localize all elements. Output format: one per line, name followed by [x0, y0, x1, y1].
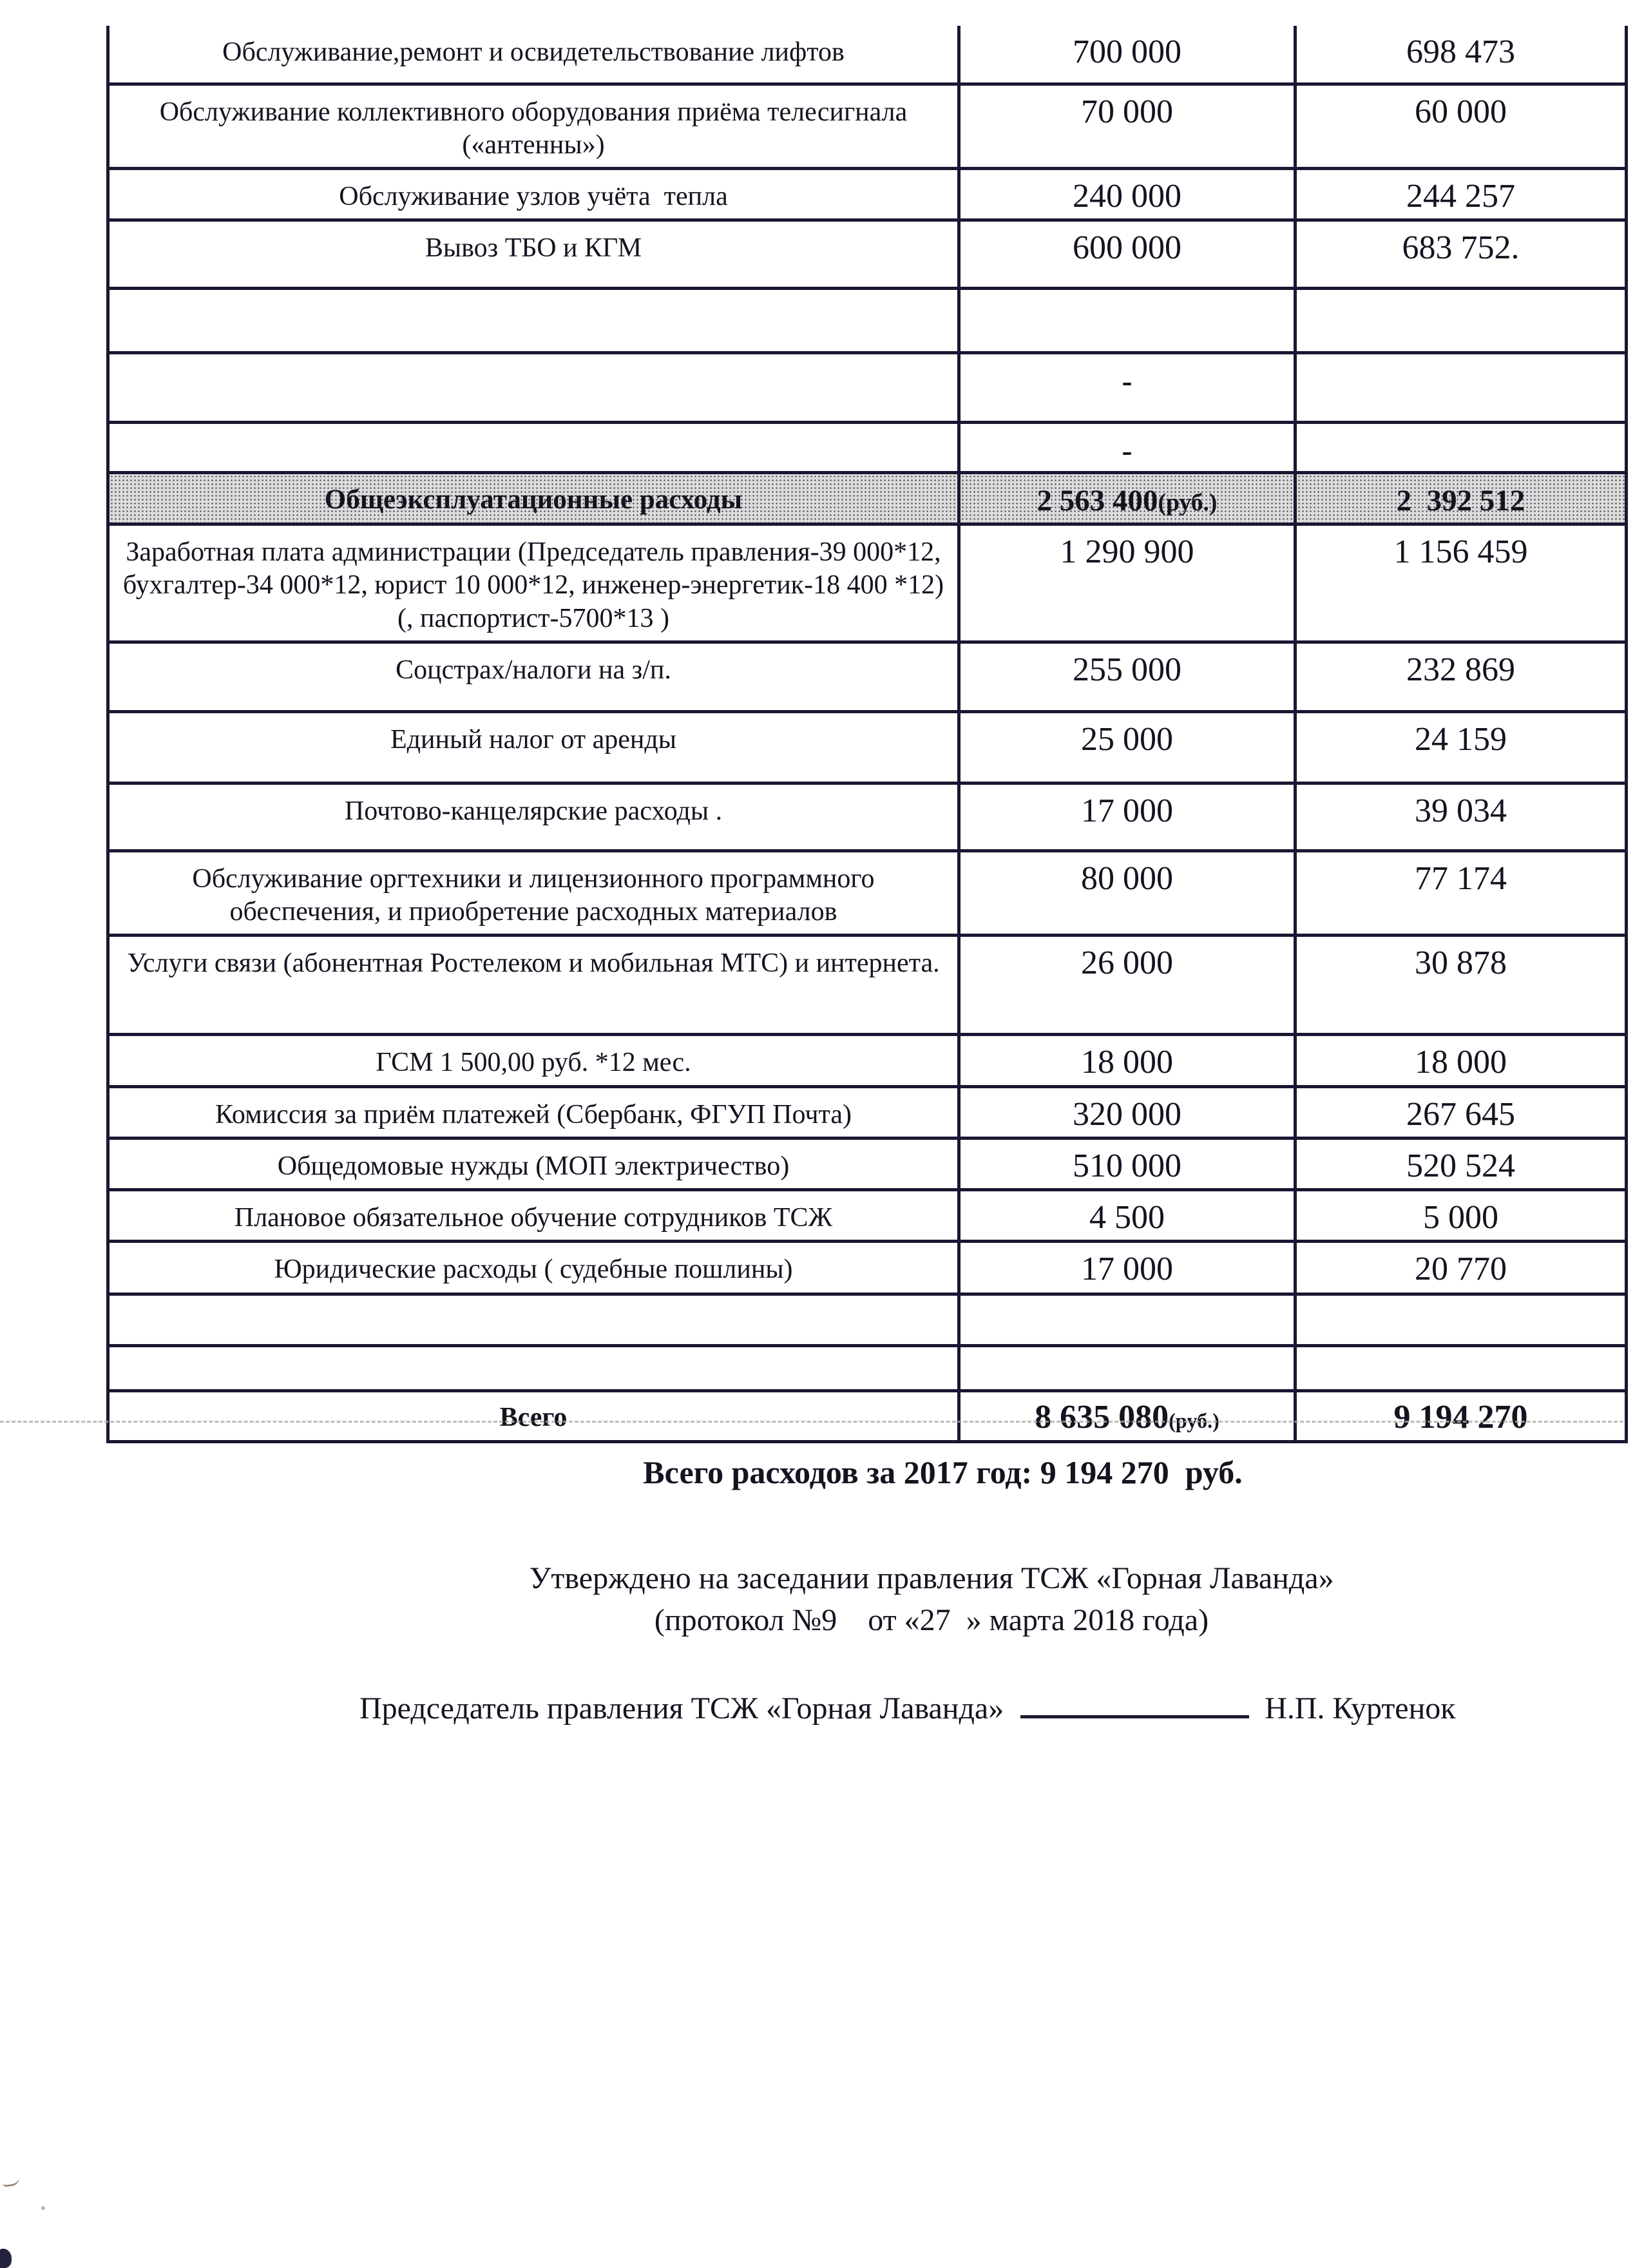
actual-amount: 18 000 [1295, 1035, 1627, 1086]
table-row [108, 220, 1627, 289]
signature-line [359, 1691, 1644, 1726]
expense-label [108, 423, 959, 473]
planned-amount: 70 000 [959, 84, 1295, 168]
table-row [108, 1190, 1627, 1242]
expense-label: Услуги связи (абонентная Ростелеком и мобильная МТС) и интернета. [108, 936, 959, 1035]
expense-label: Соцстрах/налоги на з/п. [108, 642, 959, 711]
expense-label: Единый налог от аренды [108, 711, 959, 783]
table-row [108, 1294, 1627, 1346]
expense-label: Почтово-канцелярские расходы . [108, 783, 959, 850]
planned-amount: 4 500 [959, 1190, 1295, 1242]
signature-title: Председатель правления ТСЖ «Горная Лаванда» [359, 1691, 1004, 1725]
expense-label: Обслуживание оргтехники и лицензионного программного обеспечения, и приобретение расходных материалов [108, 850, 959, 935]
approval-line-2: (протокол №9 от «27 » марта 2018 года) [654, 1602, 1209, 1637]
actual-amount [1295, 1346, 1627, 1391]
actual-amount: 698 473 [1295, 26, 1627, 84]
expense-label: Вывоз ТБО и КГМ [108, 220, 959, 289]
actual-amount: 1 156 459 [1295, 524, 1627, 642]
currency-suffix: (руб.) [1158, 490, 1218, 517]
planned-amount: 320 000 [959, 1086, 1295, 1138]
currency-suffix: (руб.) [1169, 1409, 1219, 1433]
planned-amount: 240 000 [959, 168, 1295, 220]
expense-label: Обслуживание,ремонт и освидетельствование лифтов [108, 26, 959, 84]
table-row [108, 84, 1627, 168]
planned-amount [959, 1346, 1295, 1391]
table-row [108, 353, 1627, 423]
expense-label: Общедомовые нужды (МОП электричество) [108, 1138, 959, 1189]
scan-artifact-corner [0, 2249, 12, 2268]
expense-label [108, 353, 959, 423]
grand-total-line: Всего расходов за 2017 год: 9 194 270 руб. [643, 1454, 1243, 1490]
actual-amount: 683 752. [1295, 220, 1627, 289]
planned-amount: 2 563 400(руб.) [959, 473, 1295, 524]
scan-artifact-squiggle [2, 2177, 20, 2187]
expense-label [108, 1346, 959, 1391]
expense-label [108, 289, 959, 353]
actual-amount: 39 034 [1295, 783, 1627, 850]
table-row [108, 1391, 1627, 1441]
table-row [108, 936, 1627, 1035]
table-row [108, 26, 1627, 84]
planned-amount: 1 290 900 [959, 524, 1295, 642]
planned-amount: 17 000 [959, 783, 1295, 850]
planned-amount: 8 635 080(руб.) [959, 1391, 1295, 1441]
actual-amount: 267 645 [1295, 1086, 1627, 1138]
table-row [108, 473, 1627, 524]
table-row [108, 1035, 1627, 1086]
planned-amount: - [959, 353, 1295, 423]
actual-amount [1295, 289, 1627, 353]
planned-amount: 25 000 [959, 711, 1295, 783]
approval-line-1: Утверждено на заседании правления ТСЖ «Горная Лаванда» [529, 1561, 1334, 1595]
planned-amount: 700 000 [959, 26, 1295, 84]
expense-label: Общеэксплуатационные расходы [108, 473, 959, 524]
actual-amount: 520 524 [1295, 1138, 1627, 1189]
table-row [108, 524, 1627, 642]
actual-amount: 30 878 [1295, 936, 1627, 1035]
actual-amount: 20 770 [1295, 1242, 1627, 1294]
table-row [108, 711, 1627, 783]
actual-amount [1295, 423, 1627, 473]
expense-label: Обслуживание коллективного оборудования приёма телесигнала («антенны») [108, 84, 959, 168]
planned-amount [959, 289, 1295, 353]
planned-amount: 510 000 [959, 1138, 1295, 1189]
actual-amount [1295, 1294, 1627, 1346]
table-row [108, 1086, 1627, 1138]
actual-amount: 24 159 [1295, 711, 1627, 783]
table-row [108, 783, 1627, 850]
expenses-table-body [108, 26, 1627, 1441]
table-row [108, 423, 1627, 473]
table-row [108, 850, 1627, 935]
expense-label: Комиссия за приём платежей (Сбербанк, ФГУП Почта) [108, 1086, 959, 1138]
actual-amount: 2 392 512 [1295, 473, 1627, 524]
signature-name: Н.П. Куртенок [1265, 1691, 1456, 1725]
actual-amount: 77 174 [1295, 850, 1627, 935]
signature-underline [1020, 1709, 1249, 1718]
planned-amount: 26 000 [959, 936, 1295, 1035]
expense-label: ГСМ 1 500,00 руб. *12 мес. [108, 1035, 959, 1086]
expense-label [108, 1294, 959, 1346]
actual-amount: 244 257 [1295, 168, 1627, 220]
table-row [108, 1138, 1627, 1189]
actual-amount [1295, 353, 1627, 423]
actual-amount: 232 869 [1295, 642, 1627, 711]
expenses-table [106, 26, 1628, 1443]
planned-amount: 18 000 [959, 1035, 1295, 1086]
table-row [108, 1346, 1627, 1391]
actual-amount: 60 000 [1295, 84, 1627, 168]
table-row [108, 1242, 1627, 1294]
expense-label: Всего [108, 1391, 959, 1441]
planned-amount: 80 000 [959, 850, 1295, 935]
planned-amount: 17 000 [959, 1242, 1295, 1294]
scan-artifact-speck [41, 2206, 45, 2210]
expense-label: Плановое обязательное обучение сотрудников ТСЖ [108, 1190, 959, 1242]
planned-amount [959, 1294, 1295, 1346]
expense-label: Юридические расходы ( судебные пошлины) [108, 1242, 959, 1294]
planned-amount: 255 000 [959, 642, 1295, 711]
actual-amount: 9 194 270 [1295, 1391, 1627, 1441]
actual-amount: 5 000 [1295, 1190, 1627, 1242]
expense-label: Обслуживание узлов учёта тепла [108, 168, 959, 220]
table-row [108, 168, 1627, 220]
expense-label: Заработная плата администрации (Председатель правления-39 000*12, бухгалтер-34 000*12, юрист 10 000*12, инженер-энергетик-18 400 *12) (, паспортист-5700*13 ) [108, 524, 959, 642]
table-row [108, 642, 1627, 711]
table-row [108, 289, 1627, 353]
planned-amount: 600 000 [959, 220, 1295, 289]
planned-amount: - [959, 423, 1295, 473]
